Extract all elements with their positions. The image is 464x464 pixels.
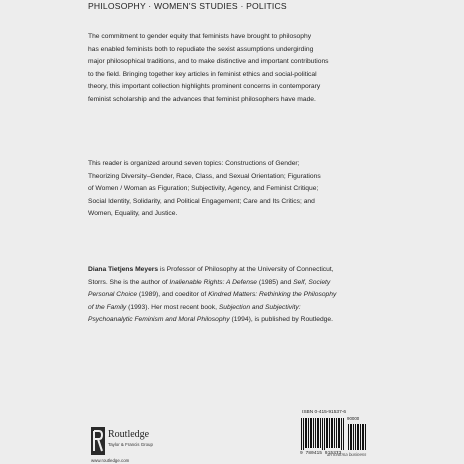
blurb-line: feminist scholarship and the advances that feminist philosophers have made. xyxy=(88,95,316,103)
publisher-url: www.routledge.com xyxy=(91,458,130,463)
topics-line: Social Identity, Solidarity, and Political Engagement; Care and Its Critics; and xyxy=(88,197,315,205)
book-title: Self, Society xyxy=(293,278,331,286)
blurb-line: theory, this important collection highlights prominent concerns in contemporary xyxy=(88,83,321,91)
blurb-line: has enabled feminists both to repudiate the sexist assumptions undergirding xyxy=(88,45,314,53)
book-title: Subjection and Subjectivity: xyxy=(218,303,301,311)
book-title: of the Family xyxy=(88,303,127,311)
informa-tagline: an informa business xyxy=(327,452,367,457)
book-title: Inalienable Rights: A Defense xyxy=(169,278,258,286)
blurb-line: The commitment to gender equity that feminists have brought to philosophy xyxy=(88,33,312,40)
topics-line: Theorizing Diversity–Gender, Race, Class, and Sexual Orientation; Figurations xyxy=(88,172,321,180)
blurb-paragraph xyxy=(88,31,388,107)
topics-line: This reader is organized around seven topics: Constructions of Gender; xyxy=(88,160,300,167)
topics-line: of Women / Woman as Figuration; Subjectivity, Agency, and Feminist Critique; xyxy=(88,185,319,193)
topics-paragraph xyxy=(88,158,388,221)
author-name: Diana Tietjens Meyers xyxy=(88,266,159,273)
book-title: Kindred Matters: Rethinking the Philosophy xyxy=(208,291,337,299)
blurb-line: to the field. Bringing together key articles in feminist ethics and social-political xyxy=(88,70,317,78)
publisher-name: Routledge xyxy=(108,429,150,440)
routledge-logo xyxy=(91,427,171,461)
book-title: Psychoanalytic Feminism and Moral Philosophy xyxy=(88,316,230,324)
blurb-line: major philosophical traditions, and to make distinctive and important contributions xyxy=(88,58,329,66)
topics-line: Women, Equality, and Justice. xyxy=(88,210,178,218)
routledge-r-icon xyxy=(91,427,105,455)
barcode-addon: 90000 xyxy=(347,416,360,421)
isbn-digits: 9 780415 915373 xyxy=(300,451,342,456)
barcode-icon xyxy=(300,418,368,450)
author-bio-paragraph: Diana Tietjens Meyers is Professor of Philosophy at the University of Connecticut, Storrs. She is the author of Inalienable Rights: A Defense (1985) and Self, Society Personal Choice (1989), and coeditor of Kindred Matters: Rethinking the Philosophy of the Family (1993). Her most recent book, Subjection and Subjectivity: Psychoanalytic Feminism and Moral Philosophy (1994), is published by Routledge. xyxy=(88,266,337,324)
isbn-label: ISBN 0-415-91537-6 xyxy=(302,410,346,415)
book-title: Personal Choice xyxy=(88,291,138,299)
subject-categories: PHILOSOPHY · WOMEN'S STUDIES · POLITICS xyxy=(88,1,287,11)
publisher-group: Taylor & Francis Group xyxy=(108,442,153,447)
